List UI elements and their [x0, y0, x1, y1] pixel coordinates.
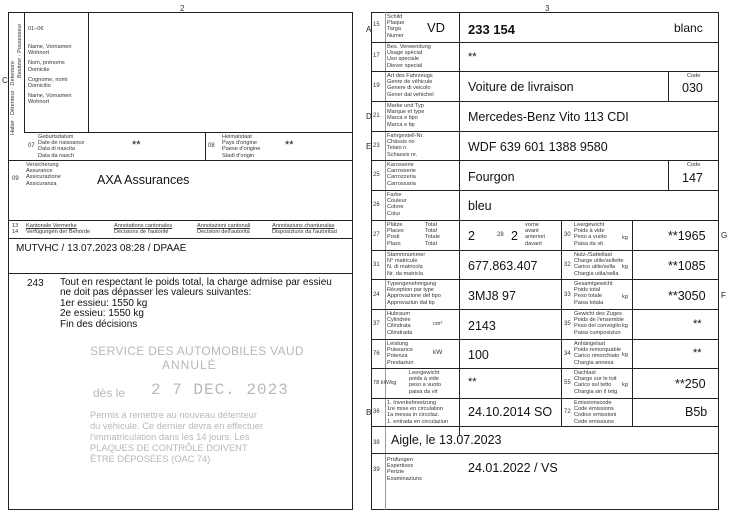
birthdate-value: ** [132, 139, 141, 151]
label-line: Bes. Verwendung [387, 44, 431, 50]
mutation-note: MUTVHC / 13.07.2023 08:28 / DPAAE [16, 243, 187, 254]
label-line: Examinaziuns [387, 475, 422, 482]
label-line: Marca e tip [387, 121, 415, 128]
label-line: Karosserie [387, 162, 414, 168]
label-line: Marque et type [387, 109, 425, 116]
label-line: Kantonale Vermerke [26, 223, 77, 229]
field-30-labels [574, 222, 607, 247]
label-line: poids à vide [409, 376, 439, 383]
label-line: Schild [387, 14, 403, 20]
field-25-labels [387, 162, 416, 187]
label-line: Code emissiuns [574, 418, 614, 425]
field-31-labels [387, 252, 425, 277]
label-line: Expertises [387, 463, 414, 470]
stamp-date: 2 7 DEC. 2023 [151, 381, 289, 399]
field-37-number: 37 [373, 321, 380, 327]
label-line: PLAQUES DE CONTRÔLE DOIVENT [90, 443, 248, 453]
decision-text [60, 278, 332, 330]
field-34-labels [574, 341, 621, 366]
power-weight-value: ** [468, 376, 477, 388]
label-line: Telaio n. [387, 145, 408, 152]
field-39-labels [387, 457, 422, 482]
side-letter-b: B [366, 408, 372, 417]
label-line: Heimatstaat [222, 134, 252, 140]
label-line: Versicherung [26, 162, 59, 168]
label-line: Leergewicht [409, 370, 440, 376]
field-07-labels [38, 134, 84, 159]
field-24-labels [387, 281, 441, 306]
label-line: Chargia sin il tetg [574, 388, 618, 395]
label-line: Colur [387, 210, 401, 217]
field-55-number: 55 [564, 380, 571, 386]
label-line: Décisions de l'autorité [114, 229, 169, 236]
make-model-value: Mercedes-Benz Vito 113 CDI [468, 110, 629, 124]
field-31-number: 31 [373, 262, 380, 268]
empty-weight-value: **1965 [668, 229, 706, 243]
field-30-number: 30 [564, 232, 571, 238]
label-line: Domicile [28, 66, 50, 73]
label-line: Diever special [387, 62, 423, 69]
label-line: Carrozzeria [387, 174, 416, 181]
label-line: Carico rimorchiato [574, 353, 620, 360]
label-line: Geburtsdatum [38, 134, 74, 140]
label-line: paisa da vit [409, 388, 438, 395]
field-07-number: 07 [28, 143, 35, 149]
field-21-number: 21 [373, 113, 380, 119]
stamp-annule: ANNULÉ [162, 358, 217, 372]
plate-color: blanc [674, 21, 703, 35]
roof-load-value: **250 [675, 377, 706, 391]
label-line: 2e essieu: 1550 kg [60, 308, 144, 320]
special-use-value: ** [468, 51, 477, 63]
label-line: Total [425, 222, 437, 228]
issue-place-date-value: Aigle, le 13.07.2023 [391, 433, 502, 447]
divider [205, 132, 206, 160]
label-line: Nom, prénoms [28, 60, 65, 67]
label-line: Poids remorquable [574, 347, 621, 354]
label-line: Assicuranza [26, 180, 57, 187]
label-line: Plazs [387, 240, 401, 247]
side-letter-d: D [366, 112, 372, 121]
divider [371, 101, 719, 102]
label-line: Cilindrata [387, 323, 411, 330]
field-19-labels [387, 73, 434, 98]
seats-front-value: 2 [511, 229, 518, 243]
field-25-number: 25 [373, 172, 380, 178]
divider [668, 71, 669, 101]
field-78-labels [409, 370, 441, 395]
label-line: Approvaziun dal tip [387, 299, 435, 306]
total-weight-value: **3050 [668, 289, 706, 303]
divider [88, 12, 89, 132]
first-registration-value: 24.10.2014 SO [468, 405, 553, 419]
unit-kg: kg [622, 294, 628, 300]
payload-value: **1085 [668, 259, 706, 273]
annotations-col4 [272, 223, 337, 235]
field-38-number: 38 [373, 440, 380, 446]
divider [371, 71, 719, 72]
label-line: Prüfungen [387, 457, 413, 463]
label-line: Charge utile/sellette [574, 258, 624, 265]
divider [8, 238, 353, 239]
label-line: Annotations cantonales [114, 223, 173, 229]
power-value: 100 [468, 348, 489, 362]
field-39-number: 39 [373, 467, 380, 473]
field-01-label [28, 44, 72, 106]
side-letter-f: F [721, 291, 726, 300]
seats-total-value: 2 [468, 229, 475, 243]
page-number-right: 3 [545, 4, 550, 13]
label-line: Cilindrada [387, 329, 413, 336]
label-line: Colore [387, 204, 404, 211]
label-line: anteriori [525, 234, 546, 241]
label-line: Schassis nr. [387, 151, 418, 158]
inspection-value: 24.01.2022 / VS [468, 461, 558, 475]
displacement-value: 2143 [468, 319, 496, 333]
divider [371, 42, 719, 43]
field-08-labels [222, 134, 260, 159]
divider [371, 339, 719, 340]
field-36-labels [387, 400, 448, 425]
divider [632, 220, 633, 426]
divider [371, 131, 719, 132]
label-line: Genere di veicolo [387, 85, 431, 92]
label-line: Châssis no [387, 139, 415, 146]
divider [668, 160, 669, 190]
label-line: Name, Vornamen [28, 44, 72, 50]
label-line: N. di matricola [387, 264, 423, 271]
label-line: Annotaziuns chantunalas [272, 223, 335, 229]
label-line: vorne [525, 222, 539, 228]
field-27-labels [387, 222, 404, 247]
field-28-number: 28 [497, 232, 504, 238]
label-line: Domicilio [28, 83, 51, 90]
label-line: Gesamtgewicht [574, 281, 613, 287]
label-line: Uso speciale [387, 56, 420, 63]
label-line: Art des Fahrzeugs [387, 73, 433, 79]
label-line: Poids total [574, 287, 601, 294]
origin-value: ** [285, 139, 294, 151]
label-line: Peso totale [574, 293, 602, 300]
label-line: Annotazioni cantonali [197, 223, 251, 229]
label-line: Carrossaria [387, 180, 416, 187]
field-27-total-labels [425, 222, 440, 247]
field-72-number: 72 [564, 409, 571, 415]
field-23-number: 23 [373, 143, 380, 149]
field-23-labels [387, 133, 424, 158]
body-code-label: Code [687, 162, 701, 168]
divider [459, 12, 460, 435]
train-weight-value: ** [693, 318, 702, 330]
label-line: Code émissions [574, 406, 614, 413]
label-line: Data di nascita [38, 146, 76, 153]
label-line: Places [387, 228, 404, 235]
stamp-office: SERVICE DES AUTOMOBILES VAUD [90, 344, 304, 358]
label-line: 1er essieu: 1550 kg [60, 297, 148, 309]
side-letter-e: E [366, 142, 372, 151]
plate-canton: VD [427, 20, 446, 35]
label-line: Assicurazione [26, 174, 61, 181]
color-value: bleu [468, 199, 492, 213]
field-33-labels [574, 281, 613, 306]
unit-kg: kg [622, 264, 628, 270]
field-35-labels [574, 311, 624, 336]
side-letter-c: C [2, 76, 8, 85]
label-line: Fahrgestell-Nr. [387, 133, 424, 139]
unit-kg: kg [622, 323, 628, 329]
field-26-number: 26 [373, 202, 380, 208]
label-line: 1a messa in circolaz. [387, 412, 440, 419]
label-line: Réception par type [387, 287, 434, 294]
label-line: Chargia utila/sella [574, 270, 619, 277]
annotations-col3 [197, 223, 250, 235]
label-line: Charge sur le toit [574, 376, 617, 383]
label-line: Peso a vuoto [574, 234, 607, 241]
label-line: Tout en respectant le poids total, la charge admise par essieu [60, 277, 332, 288]
label-line: Wohnort [28, 50, 50, 57]
divider [371, 160, 719, 161]
side-letter-a: A [366, 25, 372, 34]
label-line: N° matricule [387, 258, 418, 265]
label-line: l'immatriculation dans les 14 jours. Les [90, 432, 250, 442]
label-line: Couleur [387, 198, 407, 205]
label-line: du véhicule. Ce dernier devra en effectuer [90, 421, 263, 431]
label-line: Prestaziun [387, 359, 414, 366]
label-line: Wohnort [28, 99, 50, 106]
chassis-number-value: WDF 639 601 1388 9580 [468, 140, 608, 154]
label-line: Poids à vide [574, 228, 605, 235]
divider [371, 279, 719, 280]
label-line: Cylindrée [387, 317, 411, 324]
label-line: Puissance [387, 347, 413, 354]
label-line: Plaque [387, 20, 405, 27]
label-line: Paese d'origine [222, 146, 261, 153]
label-line: Verfügungen der Behörde [26, 229, 91, 236]
field-15-labels [387, 14, 404, 39]
label-line: Gewicht des Zuges [574, 311, 622, 317]
field-24-number: 24 [373, 292, 380, 298]
divider [8, 273, 353, 274]
label-line: davant [525, 240, 542, 247]
label-line: Dachlast [574, 370, 596, 376]
field-55-labels [574, 370, 617, 395]
registry-number-value: 677.863.407 [468, 259, 538, 273]
label-line: Fin des décisions [60, 318, 138, 330]
field-21-labels [387, 103, 424, 128]
label-line: 13 [12, 223, 19, 229]
divider [371, 220, 719, 221]
field-32-number: 32 [564, 262, 571, 268]
divider [8, 160, 353, 161]
towing-weight-value: ** [693, 347, 702, 359]
field-13-14-numbers [12, 223, 18, 235]
label-line: Poids de l'ensemble [574, 317, 624, 324]
unit-kw: kW [433, 349, 443, 356]
label-line: 1. Inverkehrsetzung [387, 400, 437, 406]
annotations-col1 [26, 223, 90, 235]
label-line: Genre de véhicule [387, 79, 433, 86]
label-line: Chargia annexa [574, 359, 614, 366]
vertical-label-owner: Besitzer · Possesseur [17, 23, 23, 78]
field-26-labels [387, 192, 407, 217]
divider [371, 190, 719, 191]
field-78-label: 78 kW/kg [373, 380, 397, 386]
label-line: Leistung [387, 341, 409, 347]
label-line: Perizie [387, 469, 405, 476]
label-line: Carico sul tetto [574, 382, 612, 389]
label-line: Plätze [387, 222, 403, 228]
field-01-number: 01–06 [28, 26, 44, 32]
divider [8, 220, 353, 221]
field-15-number: 15 [373, 22, 380, 28]
field-37-labels [387, 311, 412, 336]
plate-number: 233 154 [468, 22, 515, 37]
label-line: Potenza [387, 353, 408, 360]
divider [371, 453, 719, 454]
field-09-number: 09 [12, 176, 19, 182]
label-line: peso a vuoto [409, 382, 442, 389]
label-line: Nutz-/Sattellast [574, 252, 612, 258]
divider [24, 132, 353, 133]
emission-code-value: B5b [685, 405, 708, 419]
field-36-number: 36 [373, 409, 380, 415]
label-line: Emissionscode [574, 400, 612, 406]
vehicle-type-value: Voiture de livraison [468, 80, 574, 94]
label-line: Name, Vornamen [28, 93, 72, 100]
field-09-labels [26, 162, 61, 187]
divider [24, 12, 25, 132]
vertical-label-holder: Halter · Détenteur · Detentore [10, 61, 16, 135]
unit-kg: kg [622, 382, 628, 388]
label-line: Targa [387, 26, 401, 33]
label-line: Nr. da matricla [387, 270, 424, 277]
label-line: Total [425, 240, 437, 247]
label-line: Marke und Typ [387, 103, 424, 109]
label-line: Stadi d'origin [222, 152, 255, 159]
label-line: Totale [425, 234, 440, 241]
divider [371, 250, 719, 251]
field-76-labels [387, 341, 413, 366]
type-approval-value: 3MJ8 97 [468, 289, 516, 303]
label-line: Hubraum [387, 311, 411, 317]
decision-code: 243 [27, 278, 44, 289]
label-line: Typengenehmigung [387, 281, 437, 287]
vehicle-type-code: 030 [682, 81, 703, 95]
field-17-labels [387, 44, 431, 69]
field-76-number: 76 [373, 351, 380, 357]
divider [561, 220, 562, 426]
label-line: Posti [387, 234, 400, 241]
label-line: Paisa cumposiziun [574, 329, 621, 336]
field-08-number: 08 [208, 143, 215, 149]
label-line: Leergewicht [574, 222, 605, 228]
divider [371, 426, 719, 427]
field-34-number: 34 [564, 351, 571, 357]
label-line: Paisa totala [574, 299, 604, 306]
divider [371, 368, 719, 369]
annotations-col2 [114, 223, 172, 235]
label-line: Pays d'origine [222, 140, 257, 147]
field-17-number: 17 [373, 53, 380, 59]
unit-kg: kg [622, 235, 628, 241]
label-line: Approvazione del tipo [387, 293, 441, 300]
field-33-number: 33 [564, 292, 571, 298]
label-line: Paisa da vit [574, 240, 603, 247]
body-value: Fourgon [468, 170, 515, 184]
label-line: Cognome, nomi [28, 76, 68, 83]
label-line: Numer [387, 32, 404, 39]
divider [385, 12, 386, 510]
label-line: Peso del convoglio [574, 323, 621, 330]
page-number-left: 2 [180, 4, 185, 13]
insurance-value: AXA Assurances [97, 173, 190, 187]
unit-kg: kg [622, 352, 628, 358]
label-line: 1. entrada en circulaziun [387, 418, 448, 425]
label-line: Codice emissioni [574, 412, 617, 419]
body-code: 147 [682, 171, 703, 185]
label-line: Farbe [387, 192, 402, 198]
side-letter-g: G [721, 231, 728, 240]
label-line: Anhängelast [574, 341, 606, 347]
label-line: Total [425, 228, 437, 235]
label-line: Stammnummer [387, 252, 426, 258]
label-line: Date de naissance [38, 140, 85, 147]
label-line: Carico utile/sella [574, 264, 616, 271]
unit-cm3: cm³ [433, 321, 443, 327]
stamp-since-label: dès le [93, 386, 126, 400]
label-line: Permis à remettre au nouveau détenteur [90, 410, 257, 420]
field-32-labels [574, 252, 623, 277]
stamp-notice [90, 410, 263, 465]
field-27-number: 27 [373, 232, 380, 238]
label-line: ne doit pas dépasser les valeurs suivantes: [60, 287, 252, 299]
label-line: avant [525, 228, 539, 235]
vehicle-type-code-label: Code [687, 73, 701, 79]
label-line: Assurance [26, 168, 53, 175]
label-line: ÊTRE DÉPOSÉES (OAC 74) [90, 454, 211, 464]
label-line: Decisioni dell'autorità [197, 229, 250, 236]
label-line: 14 [12, 229, 19, 236]
label-line: 1re mise en circulation [387, 406, 443, 413]
label-line: Disposiziuns da l'autoritad [272, 229, 337, 236]
field-19-number: 19 [373, 83, 380, 89]
divider [371, 398, 719, 399]
field-28-labels [525, 222, 545, 247]
label-line: Gener dal vehichel [387, 91, 434, 98]
right-page [365, 0, 730, 515]
divider [371, 309, 719, 310]
label-line: Marca e tipo [387, 115, 418, 122]
label-line: Usage spécial [387, 50, 423, 57]
label-line: Data da nasch [38, 152, 75, 159]
field-72-labels [574, 400, 616, 425]
label-line: Carrosserie [387, 168, 416, 175]
field-35-number: 35 [564, 321, 571, 327]
